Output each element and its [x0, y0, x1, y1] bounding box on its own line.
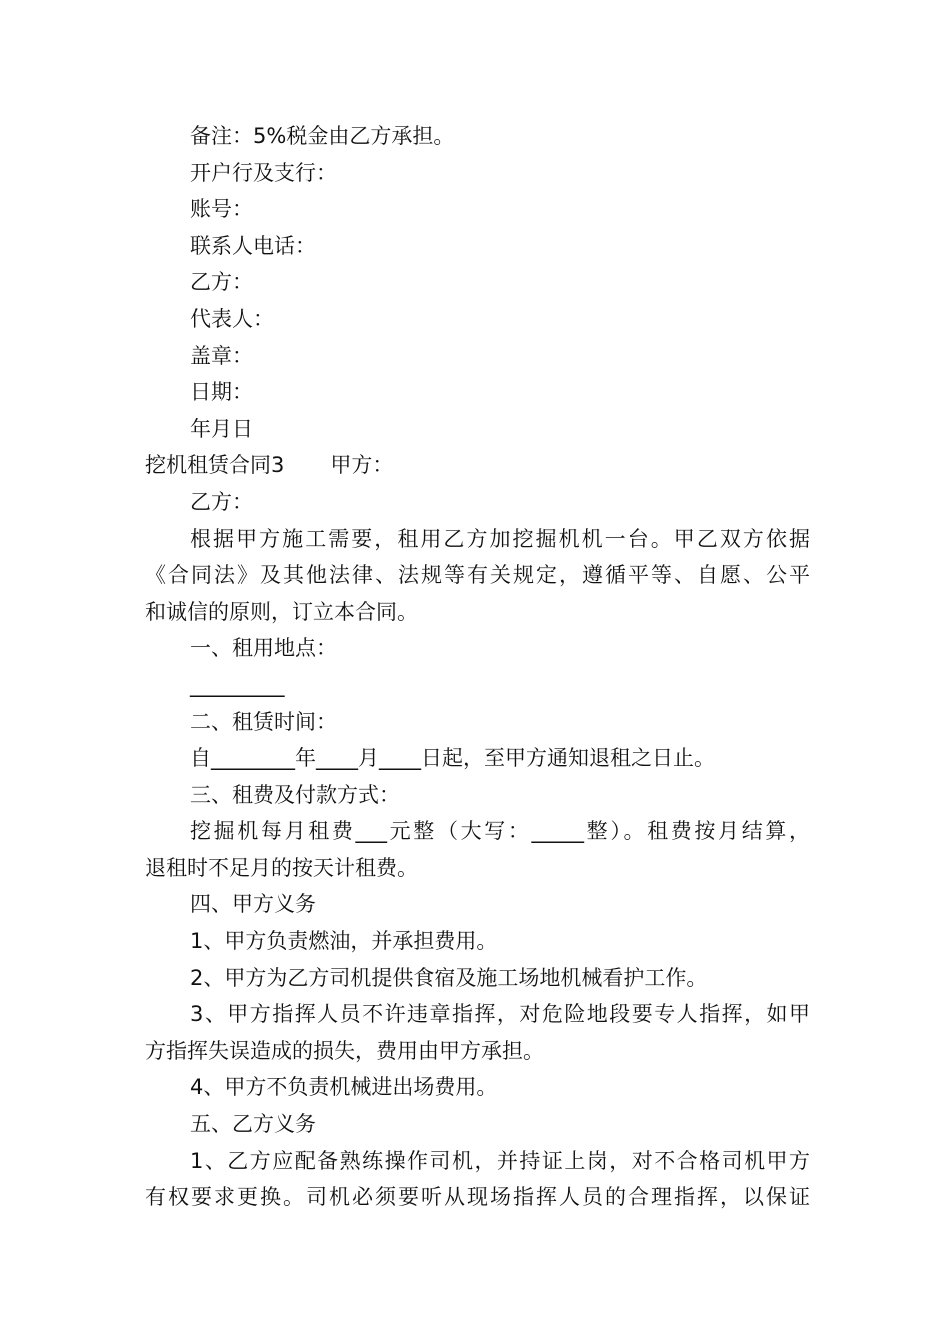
paragraph-intro-2: 《合同法》及其他法律、法规等有关规定，遵循平等、自愿、公平 [145, 563, 810, 588]
note-tax: 备注：5%税金由乙方承担。 [190, 124, 455, 148]
section-4-item-2: 2、甲方为乙方司机提供食宿及施工场地机械看护工作。 [190, 965, 708, 990]
section-3-text-2: 退租时不足月的按天计租费。 [145, 855, 418, 880]
section-4-item-3-b: 方指挥失误造成的损失，费用由甲方承担。 [145, 1038, 544, 1063]
field-bank-branch: 开户行及支行： [190, 160, 337, 185]
section-5-item-1-a: 1、乙方应配备熟练操作司机，并持证上岗，对不合格司机甲方 [190, 1148, 810, 1173]
field-contact-phone: 联系人电话： [190, 233, 316, 258]
section-3-text-1: 挖掘机每月租费___元整（大写：_____整）。租费按月结算， [190, 819, 810, 844]
section-4-item-4: 4、甲方不负责机械进出场费用。 [190, 1075, 498, 1100]
section-1-heading: 一、租用地点： [190, 636, 337, 661]
contract-title-line [145, 447, 810, 484]
section-4-item-1: 1、甲方负责燃油，并承担费用。 [190, 929, 498, 954]
section-4-heading: 四、甲方义务 [190, 892, 316, 917]
field-seal: 盖章： [190, 343, 253, 368]
field-party-b: 乙方： [190, 270, 253, 295]
contract-title: 挖机租赁合同3 [145, 453, 285, 478]
section-5-heading: 五、乙方义务 [190, 1112, 316, 1137]
section-4-item-3-a: 3、甲方指挥人员不许违章指挥，对危险地段要专人指挥，如甲 [190, 1002, 810, 1027]
party-b-label: 乙方： [190, 489, 253, 514]
section-2-text: 自________年____月____日起，至甲方通知退租之日止。 [190, 746, 715, 771]
field-account: 账号： [190, 197, 253, 222]
paragraph-intro-3: 和诚信的原则，订立本合同。 [145, 599, 418, 624]
paragraph-intro-1: 根据甲方施工需要，租用乙方加挖掘机机一台。甲乙双方依据 [190, 526, 810, 551]
field-representative: 代表人： [190, 306, 274, 331]
section-2-heading: 二、租赁时间： [190, 709, 337, 734]
document-content [145, 118, 810, 1216]
field-ymd: 年月日 [190, 416, 253, 441]
party-a-label: 甲方： [330, 453, 394, 478]
section-5-item-1-b: 有权要求更换。司机必须要听从现场指挥人员的合理指挥，以保证 [145, 1185, 810, 1210]
field-date: 日期： [190, 380, 253, 405]
section-3-heading: 三、租费及付款方式： [190, 782, 400, 807]
section-1-blank: _________ [190, 672, 285, 697]
